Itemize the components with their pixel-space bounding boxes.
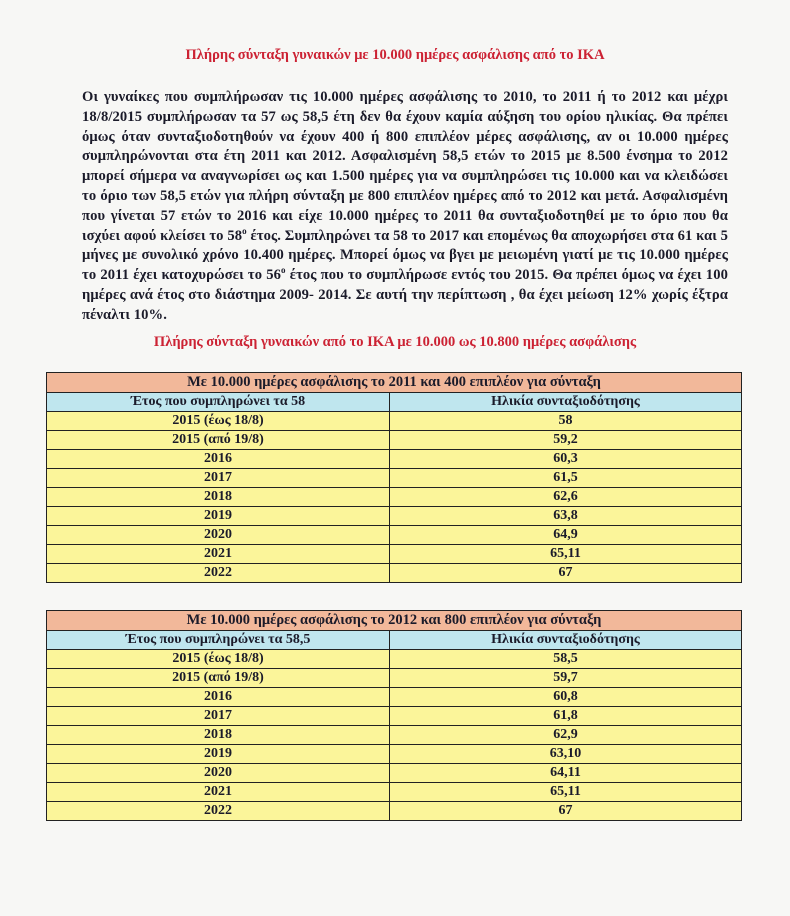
age-cell: 64,9 (390, 526, 742, 545)
paragraph-text-1: Οι γυναίκες που συμπλήρωσαν τις 10.000 ημέρες ασφάλισης το 2010, το 2011 ή το 2012 και μέχρι 18/8/2015 συμπλήρωσαν τα 57 ως 58,5 έτη δεν θα έχουν καμία αύξηση του ορίου ηλικίας. Θα πρέπει όμως όταν συνταξιοδοτηθούν να έχουν 400 ή 800 επιπλέον μέρες ασφάλισης, αν οι 10.000 ημέρες συμπληρώνονται στα έτη 2011 και 2012. Ασφαλισμένη 58,5 ετών το 2015 με 8.500 ένσημα το 2012 μπορεί σήμερα να αναγνωρίσει ως και 1.500 ημέρες για να συμπληρώσει τις 10.000 και να κλειδώσει το όριο των 58,5 ετών για πλήρη σύνταξη με 800 επιπλέον ημέρες από το 2012 και μετά. Ασφαλισμένη που γίνεται 57 ετών το 2016 και είχε 10.000 ημέρες το 2011 θα συνταξιοδοτηθεί με το όριο που θα ισχύει αφού κλείσει το 58 (82, 89, 728, 244)
age-cell: 64,11 (390, 764, 742, 783)
pension-table-2011 (46, 372, 742, 583)
column-header-age: Ηλικία συνταξιοδότησης (390, 393, 742, 412)
table-row (47, 564, 742, 583)
table-row (47, 688, 742, 707)
table-row (47, 802, 742, 821)
year-cell: 2022 (47, 564, 390, 583)
table-row (47, 412, 742, 431)
age-cell: 62,9 (390, 726, 742, 745)
year-cell: 2015 (από 19/8) (47, 669, 390, 688)
age-cell: 61,5 (390, 469, 742, 488)
table-row (47, 764, 742, 783)
table-row (47, 650, 742, 669)
table-row (47, 707, 742, 726)
year-cell: 2021 (47, 545, 390, 564)
table-caption-row (47, 611, 742, 631)
ordinal-superscript-1: ο (242, 225, 247, 236)
age-cell: 59,7 (390, 669, 742, 688)
age-cell: 63,8 (390, 507, 742, 526)
year-cell: 2016 (47, 688, 390, 707)
year-cell: 2017 (47, 707, 390, 726)
table-caption-row (47, 373, 742, 393)
table-row (47, 526, 742, 545)
age-cell: 65,11 (390, 783, 742, 802)
age-cell: 58,5 (390, 650, 742, 669)
year-cell: 2017 (47, 469, 390, 488)
age-cell: 60,8 (390, 688, 742, 707)
table-row (47, 745, 742, 764)
age-cell: 61,8 (390, 707, 742, 726)
table-header-row (47, 393, 742, 412)
year-cell: 2015 (από 19/8) (47, 431, 390, 450)
column-header-year: Έτος που συμπληρώνει τα 58 (47, 393, 390, 412)
age-cell: 65,11 (390, 545, 742, 564)
year-cell: 2019 (47, 507, 390, 526)
year-cell: 2018 (47, 726, 390, 745)
age-cell: 63,10 (390, 745, 742, 764)
pension-table-2012 (46, 610, 742, 821)
table-row (47, 783, 742, 802)
year-cell: 2019 (47, 745, 390, 764)
table-header-row (47, 631, 742, 650)
table-body-2011 (47, 373, 742, 583)
age-cell: 60,3 (390, 450, 742, 469)
year-cell: 2015 (έως 18/8) (47, 412, 390, 431)
age-cell: 59,2 (390, 431, 742, 450)
table-row (47, 726, 742, 745)
paragraph-text-3: έτος που το συμπλήρωσε εντός του 2015. Θα πρέπει όμως να έχει 100 ημέρες ανά έτος στο διάστημα 2009- 2014. Σε αυτή την περίπτωση , θα έχει μείωση 12% χωρίς έξτρα πέναλτι 10%. (82, 267, 728, 323)
table-row (47, 488, 742, 507)
age-cell: 62,6 (390, 488, 742, 507)
column-header-age: Ηλικία συνταξιοδότησης (390, 631, 742, 650)
table-row (47, 507, 742, 526)
year-cell: 2016 (47, 450, 390, 469)
ordinal-superscript-2: ο (281, 265, 286, 276)
year-cell: 2020 (47, 526, 390, 545)
year-cell: 2021 (47, 783, 390, 802)
table-row (47, 431, 742, 450)
table-caption: Με 10.000 ημέρες ασφάλισης το 2011 και 400 επιπλέον για σύνταξη (47, 373, 742, 393)
year-cell: 2015 (έως 18/8) (47, 650, 390, 669)
year-cell: 2018 (47, 488, 390, 507)
year-cell: 2020 (47, 764, 390, 783)
table-row (47, 469, 742, 488)
table-row (47, 669, 742, 688)
body-paragraph (82, 88, 728, 326)
age-cell: 67 (390, 564, 742, 583)
section-title: Πλήρης σύνταξη γυναικών από το ΙΚΑ με 10.000 ως 10.800 ημέρες ασφάλισης (153, 334, 637, 350)
column-header-year: Έτος που συμπληρώνει τα 58,5 (47, 631, 390, 650)
table-body-2012 (47, 611, 742, 821)
age-cell: 58 (390, 412, 742, 431)
table-row (47, 450, 742, 469)
paragraph-text-2: έτος. Συμπληρώνει τα 58 το 2017 και επομένως θα αποχωρήσει στα 61 και 5 μήνες με συνολικό χρόνο 10.400 ημέρες. Μπορεί όμως να βγει με μειωμένη γιατί με τις 10.000 ημέρες το 2011 έχει κατοχυρώσει το 56 (82, 227, 728, 284)
year-cell: 2022 (47, 802, 390, 821)
page-title: Πλήρης σύνταξη γυναικών με 10.000 ημέρες ασφάλισης από το ΙΚΑ (185, 47, 605, 63)
table-row (47, 545, 742, 564)
table-caption: Με 10.000 ημέρες ασφάλισης το 2012 και 800 επιπλέον για σύνταξη (47, 611, 742, 631)
age-cell: 67 (390, 802, 742, 821)
